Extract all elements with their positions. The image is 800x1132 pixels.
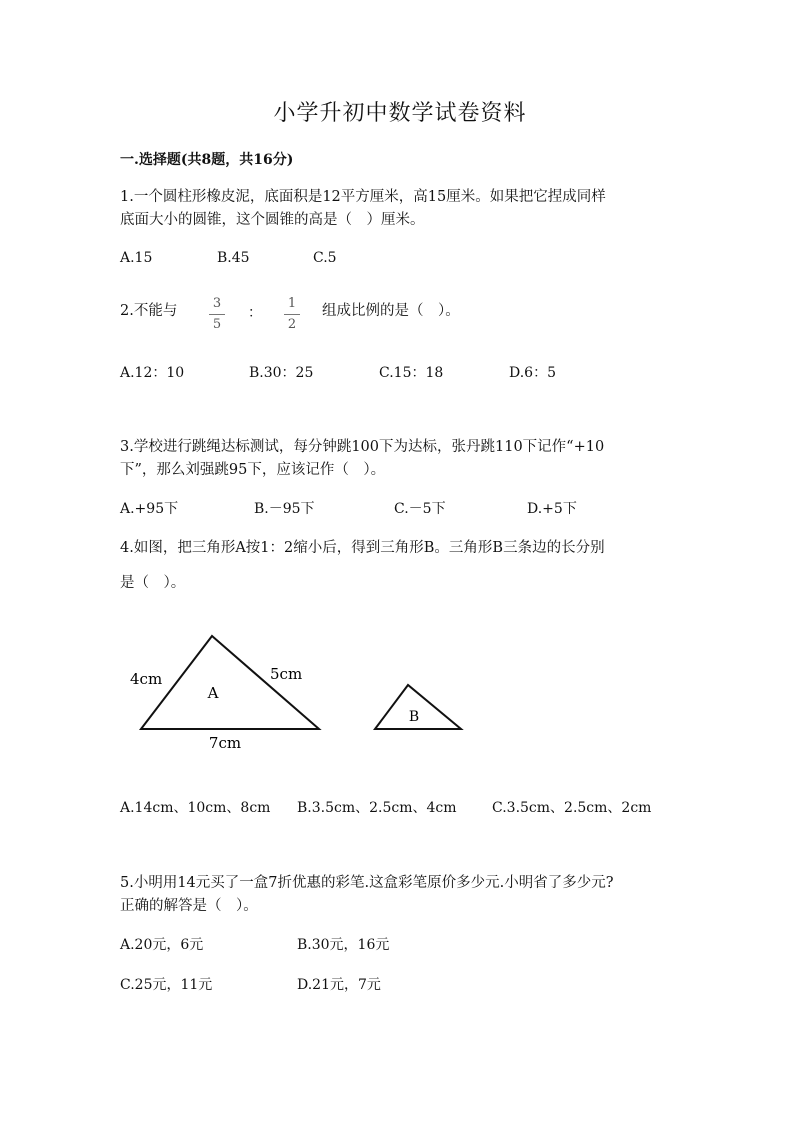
question-5-option-b: B.30元，16元 — [297, 937, 390, 953]
question-4-option-b: B.3.5cm、2.5cm、4cm — [297, 800, 457, 816]
question-3-line-1: 3.学校进行跳绳达标测试，每分钟跳100下为达标，张丹跳110下记作“+10 — [120, 439, 605, 455]
question-2-prefix: 2.不能与 — [120, 303, 178, 319]
fraction-1-numerator: 3 — [212, 296, 222, 311]
question-3-line-2: 下”，那么刘强跳95下，应该记作（ ）。 — [120, 462, 386, 478]
fraction-2-denominator: 2 — [287, 317, 297, 332]
page-title: 小学升初中数学试卷资料 — [273, 101, 527, 126]
triangle-a-right-side-label: 5cm — [270, 665, 303, 683]
question-3-option-c: C.－5下 — [394, 501, 446, 517]
question-2-option-a: A.12：10 — [120, 365, 185, 381]
fraction-1-denominator: 5 — [212, 317, 222, 332]
triangle-b-label: B — [408, 709, 420, 725]
question-4-option-c: C.3.5cm、2.5cm、2cm — [492, 800, 652, 816]
question-1-option-c: C.5 — [313, 250, 337, 266]
fraction-2-numerator: 1 — [287, 296, 297, 311]
question-2-option-b: B.30：25 — [249, 365, 314, 381]
question-5-option-c: C.25元，11元 — [120, 977, 213, 993]
question-5-line-2: 正确的解答是（ ）。 — [120, 898, 258, 914]
question-2-option-d: D.6：5 — [509, 365, 556, 381]
question-4-line-2: 是（ ）。 — [120, 575, 186, 591]
question-5-option-a: A.20元，6元 — [120, 937, 204, 953]
triangle-a-label: A — [207, 684, 219, 702]
triangle-a-base-label: 7cm — [208, 734, 242, 752]
question-2-suffix: 组成比例的是（ ）。 — [322, 303, 460, 319]
question-1-line-1: 1.一个圆柱形橡皮泥，底面积是12平方厘米，高15厘米。如果把它捏成同样 — [120, 189, 606, 205]
question-3-option-a: A.+95下 — [120, 501, 179, 517]
question-2-option-c: C.15：18 — [379, 365, 444, 381]
section-heading: 一.选择题(共8题，共16分) — [120, 152, 294, 168]
question-2-colon: ： — [248, 305, 262, 321]
question-3-option-d: D.+5下 — [527, 501, 577, 517]
triangle-a-left-side-label: 4cm — [130, 670, 163, 688]
question-1-option-a: A.15 — [120, 250, 153, 266]
question-4-line-1: 4.如图，把三角形A按1：2缩小后，得到三角形B。三角形B三条边的长分别 — [120, 540, 605, 556]
question-5-line-1: 5.小明用14元买了一盒7折优惠的彩笔.这盒彩笔原价多少元.小明省了多少元? — [120, 875, 614, 891]
question-3-option-b: B.－95下 — [254, 501, 315, 517]
question-4-option-a: A.14cm、10cm、8cm — [120, 800, 271, 816]
question-1-option-b: B.45 — [217, 250, 250, 266]
question-5-option-d: D.21元，7元 — [297, 977, 381, 993]
question-1-line-2: 底面大小的圆锥，这个圆锥的高是（ ）厘米。 — [120, 212, 425, 228]
